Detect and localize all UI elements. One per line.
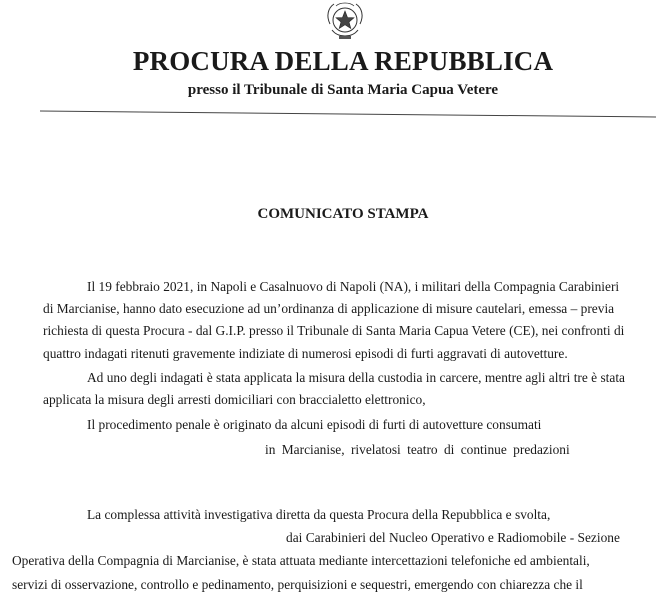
paragraph-line: dai Carabinieri del Nucleo Operativo e Radiomobile - Sezione: [286, 530, 620, 545]
paragraph-line: quattro indagati ritenuti gravemente indiziate di numerosi episodi di furti aggravati di autovetture.: [43, 346, 568, 361]
page-subtitle: presso il Tribunale di Santa Maria Capua Vetere: [187, 82, 499, 98]
paragraph-line: Ad uno degli indagati è stata applicata la misura della custodia in carcere, mentre agli altri tre è stata: [87, 370, 626, 385]
paragraph-line: Operativa della Compagnia di Marcianise, è stata attuata mediante intercettazioni telefoniche ed ambientali,: [12, 553, 590, 568]
paragraph-line: applicata la misura degli arresti domiciliari con braccialetto elettronico,: [43, 392, 426, 407]
paragraph-line: Il procedimento penale è originato da alcuni episodi di furti di autovetture consumati: [87, 417, 542, 432]
italian-emblem-icon: [322, 0, 368, 44]
paragraph-line: servizi di osservazione, controllo e pedinamento, perquisizioni e sequestri, emergendo con chiarezza che il: [12, 577, 583, 592]
paragraph-line: in Marcianise, rivelatosi teatro di continue predazioni: [265, 442, 570, 457]
paragraph-line: La complessa attività investigativa diretta da questa Procura della Repubblica e svolta,: [87, 507, 551, 522]
paragraph-line: richiesta di questa Procura - dal G.I.P. presso il Tribunale di Santa Maria Capua Vetere (CE), nei confronti di: [43, 323, 625, 338]
page-title: PROCURA DELLA REPUBBLICA: [132, 46, 554, 76]
header-divider: [40, 109, 656, 119]
paragraph-line: Il 19 febbraio 2021, in Napoli e Casalnuovo di Napoli (NA), i militari della Compagnia Carabinieri: [87, 279, 620, 294]
paragraph-line: di Marcianise, hanno dato esecuzione ad un’ordinanza di applicazione di misure cautelari, emessa – previa: [43, 301, 615, 316]
document-heading: COMUNICATO STAMPA: [257, 206, 429, 222]
